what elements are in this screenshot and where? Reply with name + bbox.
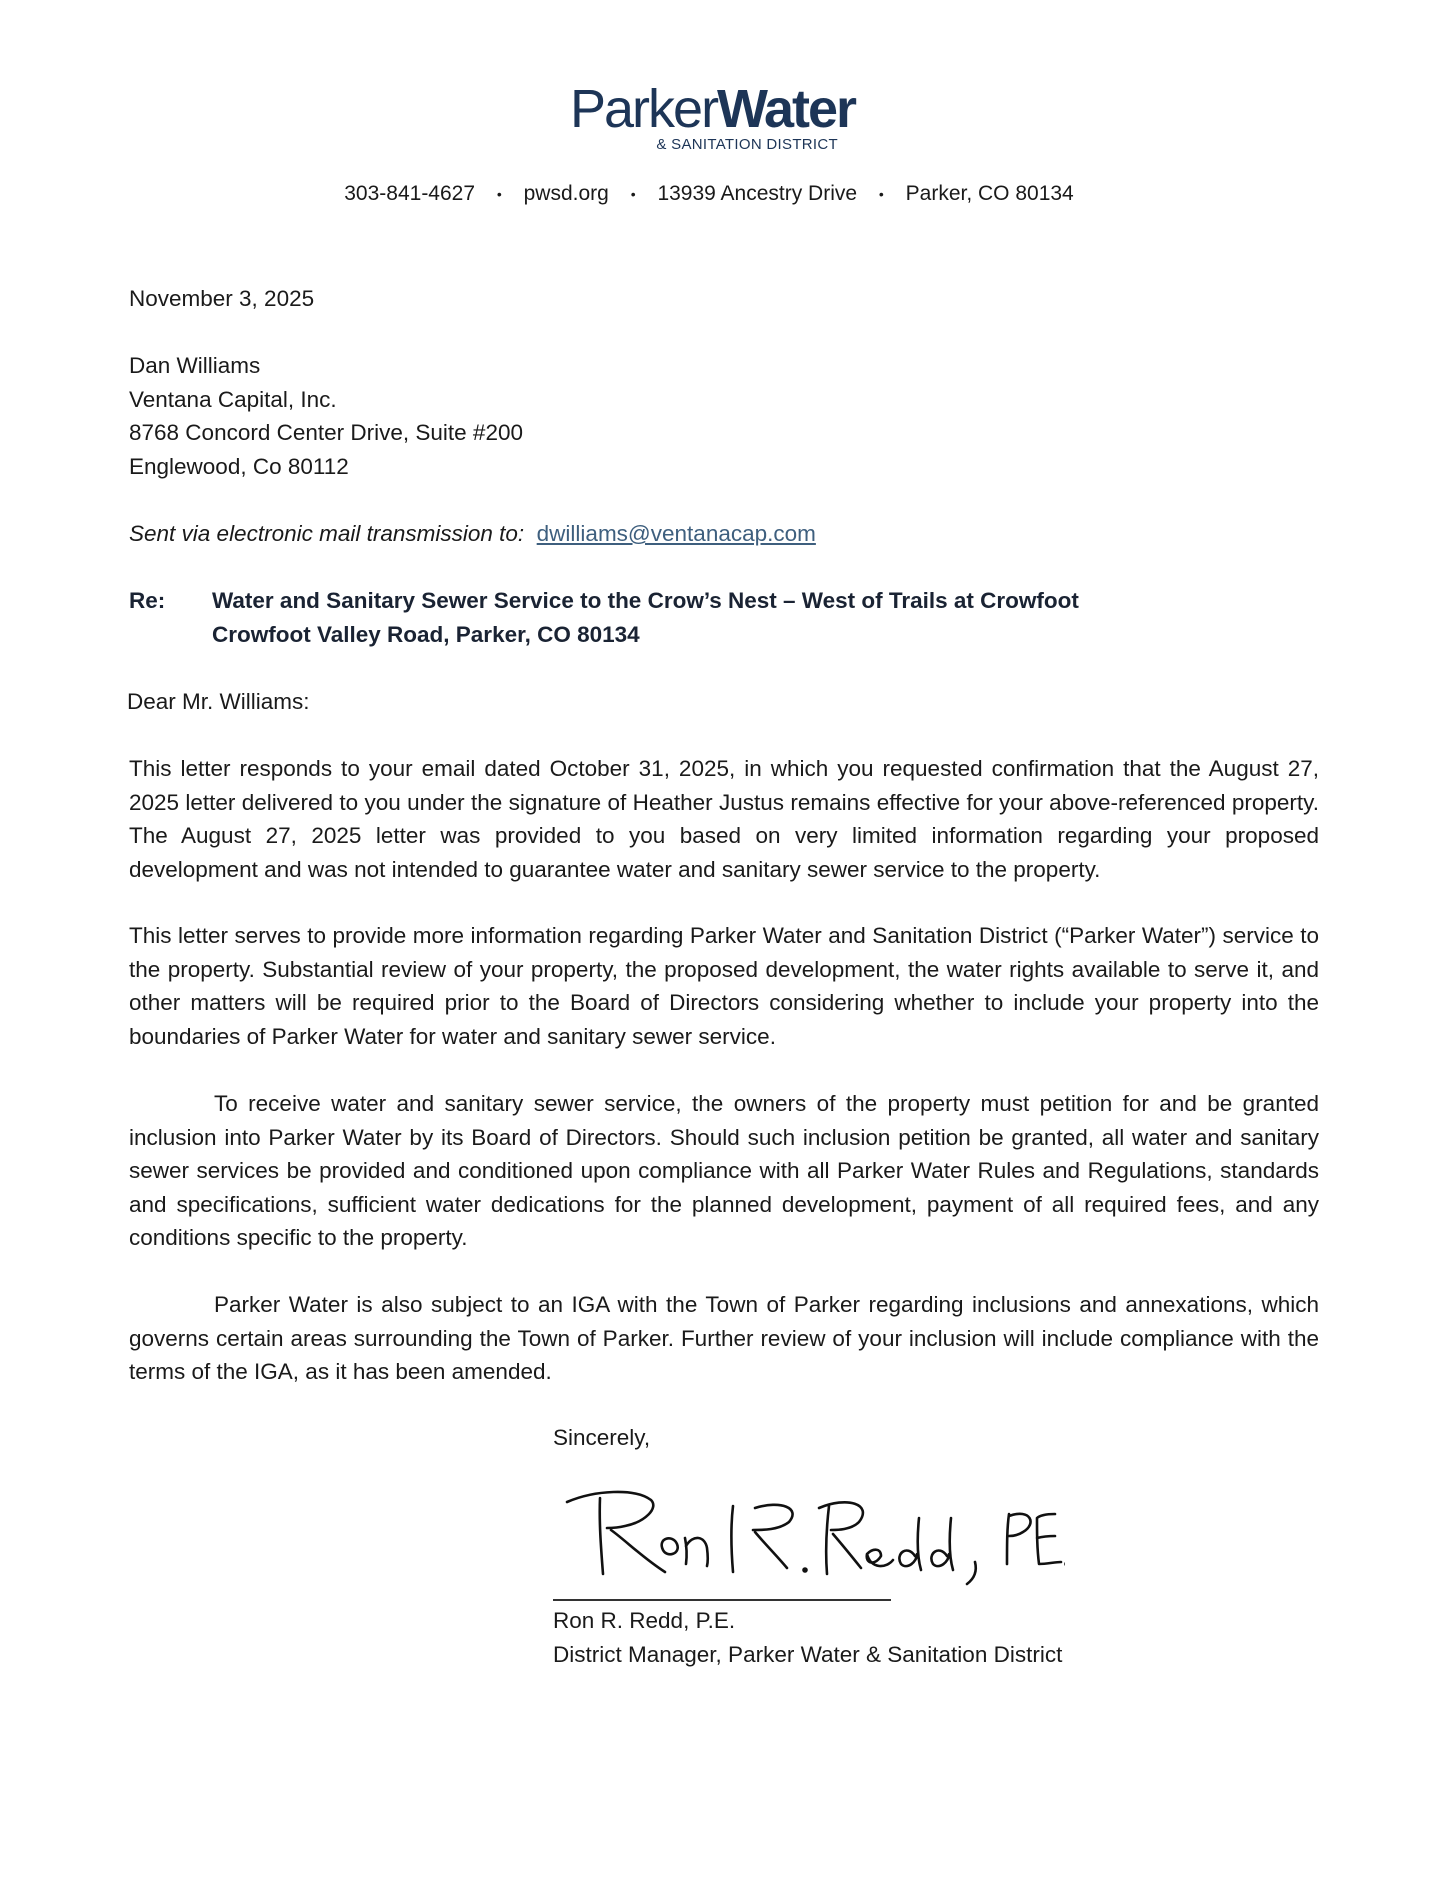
street-address: 13939 Ancestry Drive xyxy=(657,182,858,205)
letter-date: November 3, 2025 xyxy=(129,286,315,311)
bullet-separator: • xyxy=(630,186,636,203)
recipient-name: Dan Williams xyxy=(129,353,261,378)
phone-number: 303-841-4627 xyxy=(344,182,476,205)
recipient-email-link[interactable]: dwilliams@ventanacap.com xyxy=(536,521,816,546)
recipient-company: Ventana Capital, Inc. xyxy=(129,386,337,412)
handwritten-signature xyxy=(555,1478,1065,1588)
recipient-city: Englewood, Co 80112 xyxy=(129,453,349,479)
delivery-label: Sent via electronic mail transmission to: xyxy=(129,521,525,546)
body-paragraph-4: Parker Water is also subject to an IGA with the Town of Parker regarding inclusions and annexations, which governs certain areas surrounding the Town of Parker. Further review of your inclusion will include compliance with the terms of the IGA, as it has been amended. xyxy=(129,1292,1319,1384)
logo-word-parker: Parker xyxy=(570,79,718,139)
body-paragraph-2: This letter serves to provide more information regarding Parker Water and Sanitation District (“Parker Water”) service to the property. Substantial review of your property, the proposed development, the water rights available to serve it, and other matters will be required prior to the Board of Directors considering whether to include your property into the boundaries of Parker Water for water and sanitary sewer service. xyxy=(129,923,1319,1049)
logo-wordmark xyxy=(570,79,856,139)
parker-water-logo xyxy=(570,79,856,158)
bullet-separator: • xyxy=(878,186,884,203)
subject-text xyxy=(212,584,1079,651)
salutation: Dear Mr. Williams: xyxy=(127,689,310,714)
subject-line-1: Water and Sanitary Sewer Service to the Crow’s Nest – West of Trails at Crowfoot xyxy=(212,588,1079,613)
body-paragraph-1: This letter responds to your email dated October 31, 2025, in which you requested confirmation that the August 27, 2025 letter delivered to you under the signature of Heather Justus remains effective for your above-referenced property. The August 27, 2025 letter was provided to you based on very limited information regarding your proposed development and was not intended to guarantee water and sanitary sewer service to the property. xyxy=(129,756,1319,882)
signer-name: Ron R. Redd, P.E. xyxy=(553,1608,736,1633)
letterhead-contact-line xyxy=(0,182,1418,206)
delivery-line xyxy=(129,517,816,551)
subject-line-2: Crowfoot Valley Road, Parker, CO 80134 xyxy=(212,621,640,647)
bullet-separator: • xyxy=(496,186,502,203)
logo-subtitle: & SANITATION DISTRICT xyxy=(656,136,838,153)
signer-title: District Manager, Parker Water & Sanitation District xyxy=(553,1641,1063,1667)
valediction: Sincerely, xyxy=(553,1425,651,1450)
signature-line xyxy=(553,1599,891,1601)
body-paragraph-3: To receive water and sanitary sewer service, the owners of the property must petition for and be granted inclusion into Parker Water by its Board of Directors. Should such inclusion petition be granted, all water and sanitary sewer services be provided and conditioned upon compliance with all Parker Water Rules and Regulations, standards and specifications, sufficient water dedications for the planned development, payment of all required fees, and any conditions specific to the property. xyxy=(129,1091,1319,1250)
signer-block xyxy=(553,1604,1062,1671)
recipient-address-block xyxy=(129,349,523,483)
logo-word-water: Water xyxy=(717,79,856,139)
city-state-zip: Parker, CO 80134 xyxy=(905,182,1074,205)
re-label: Re: xyxy=(129,588,166,613)
recipient-street: 8768 Concord Center Drive, Suite #200 xyxy=(129,420,523,445)
website: pwsd.org xyxy=(523,182,609,205)
